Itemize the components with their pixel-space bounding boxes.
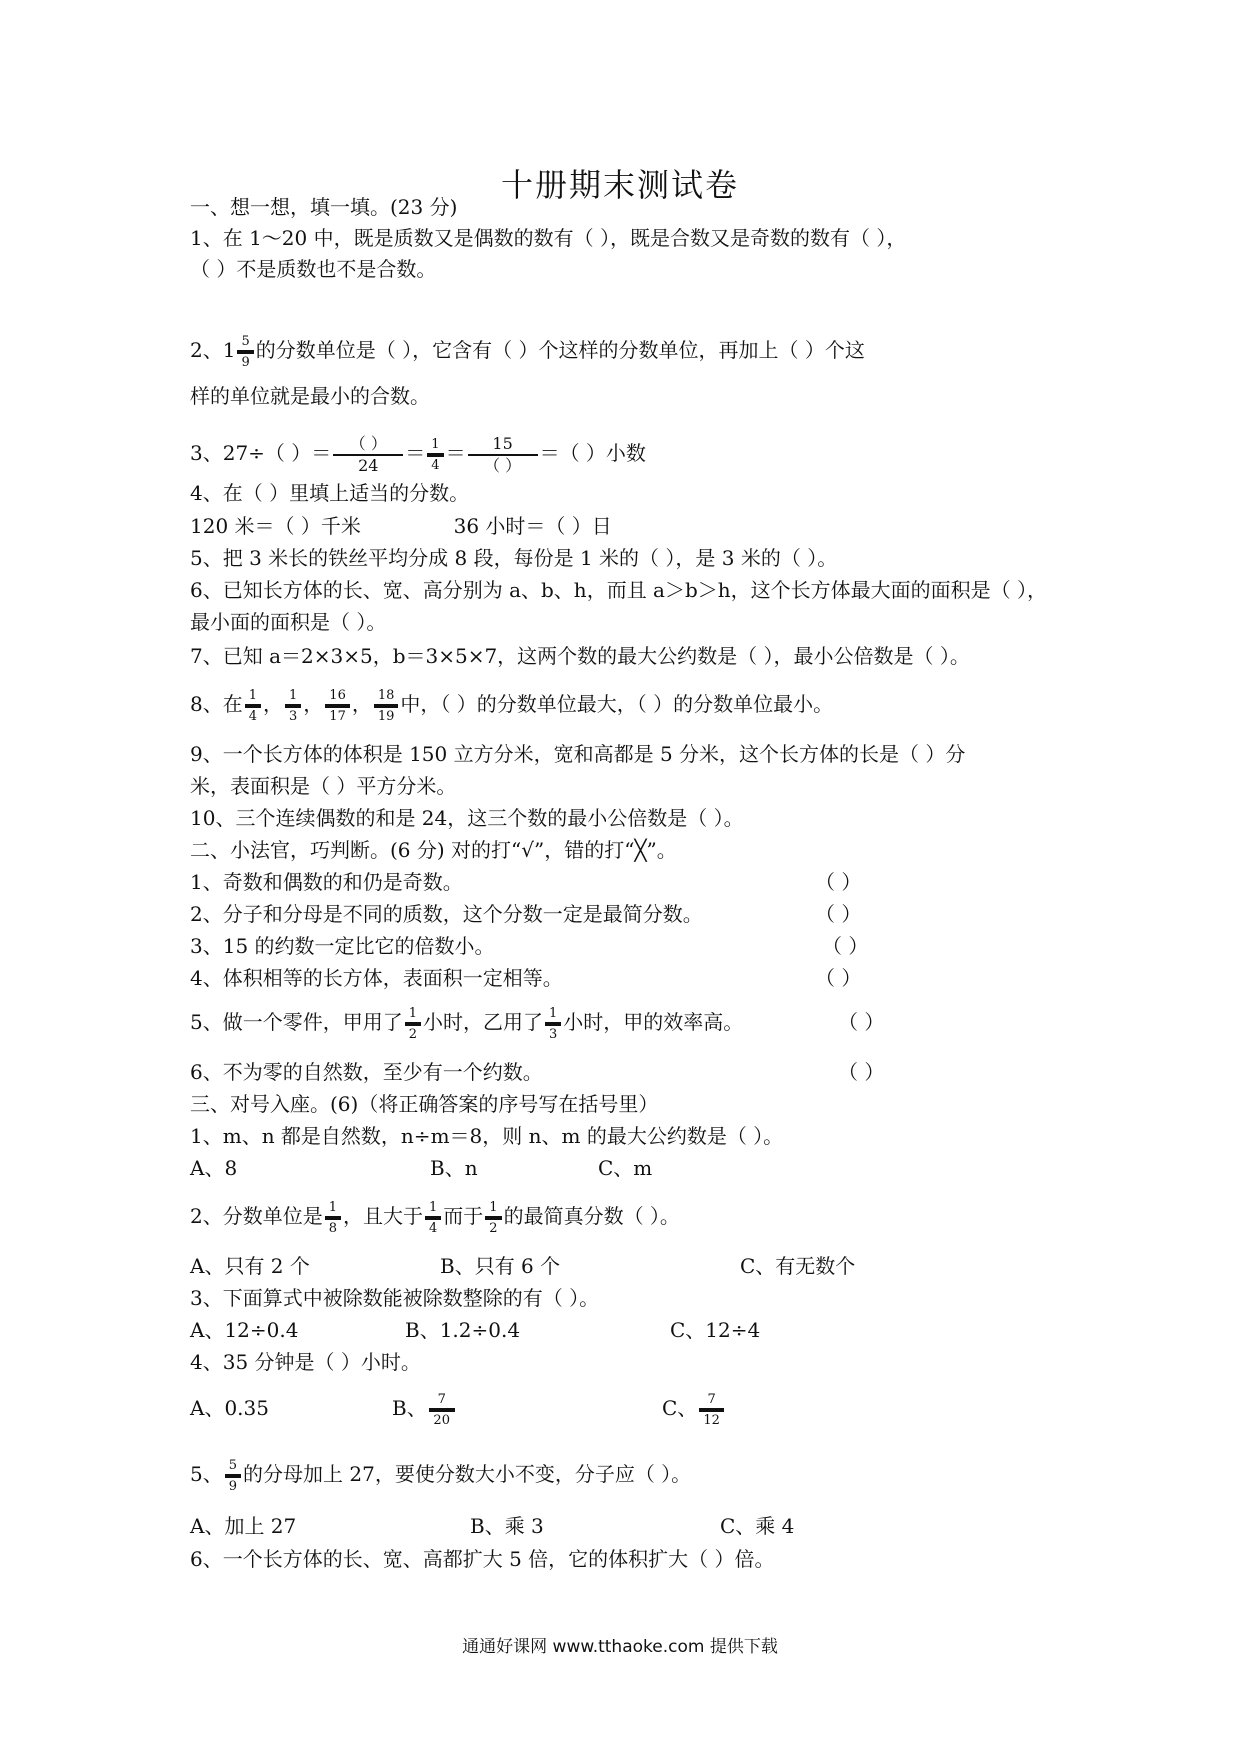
s2-item-2-answer-box[interactable]: （ ） (815, 902, 862, 926)
s1-q2-line2: 样的单位就是最小的合数。 (190, 384, 430, 408)
s3-q4-option-c-label: C、 (662, 1396, 698, 1420)
s1-q4-answers (190, 510, 1060, 542)
q8-fraction-1 (245, 689, 261, 723)
s2-item-5-answer-box[interactable]: （ ） (838, 1010, 885, 1034)
s2-q5-mid: 小时，乙用了 (423, 1010, 544, 1034)
fraction-bar (237, 350, 253, 354)
s3-q2 (190, 1190, 1060, 1242)
s3-q1: 1、m、n 都是自然数，n÷m＝8，则 n、m 的最大公约数是（ ）。 (190, 1124, 784, 1148)
s3-q2-f1-num: 1 (328, 1199, 338, 1215)
q4-part-b: 36 小时＝（ ）日 (453, 514, 612, 538)
s3-q4-option-a[interactable]: A、0.35 (190, 1396, 269, 1420)
page-title: 十册期末测试卷 (500, 166, 739, 204)
s3-q4-fc-den: 12 (703, 1412, 720, 1428)
section2-header: 二、小法官，巧判断。(6 分) 对的打“√”，错的打“╳”。 (190, 838, 677, 862)
q4-part-a: 120 米＝（ ）千米 (190, 514, 361, 538)
q2-prefix: 2、 (190, 338, 223, 362)
s2-item-2: 2、分子和分母是不同的质数，这个分数一定是最简分数。 (190, 902, 703, 926)
s3-q5-option-c[interactable]: C、乘 4 (720, 1514, 795, 1538)
s3-q3-option-a[interactable]: A、12÷0.4 (190, 1318, 299, 1342)
s2-q5-suffix: 小时，甲的效率高。 (563, 1010, 744, 1034)
s1-q9-line1: 9、一个长方体的体积是 150 立方分米，宽和高都是 5 分米，这个长方体的长是（ ）分 (190, 742, 966, 766)
q3-fraction-2 (427, 438, 443, 472)
s3-q4-option-c-fraction (699, 1393, 724, 1427)
q8-f4-num: 18 (377, 687, 395, 703)
s3-q5-option-a[interactable]: A、加上 27 (190, 1514, 297, 1538)
s2-item-4: 4、体积相等的长方体，表面积一定相等。 (190, 966, 563, 990)
s1-q6-line2: 最小面的面积是（ ）。 (190, 610, 387, 634)
s1-q4: 4、在（ ）里填上适当的分数。 (190, 481, 470, 505)
s3-q2-fraction-3 (485, 1201, 501, 1235)
s3-q2-f3-den: 2 (489, 1220, 498, 1236)
q3-suffix: ＝（ ）小数 (539, 441, 646, 465)
s2-item-6-answer-box[interactable]: （ ） (838, 1060, 885, 1084)
q8-fraction-2 (285, 689, 301, 723)
s3-q4-fc-num: 7 (707, 1391, 716, 1407)
s3-q2-option-a[interactable]: A、只有 2 个 (190, 1254, 310, 1278)
s3-q2-option-c[interactable]: C、有无数个 (740, 1254, 856, 1278)
s2-item-1: 1、奇数和偶数的和仍是奇数。 (190, 870, 463, 894)
q3-prefix: 3、27÷（ ）＝ (190, 441, 332, 465)
s1-q5: 5、把 3 米长的铁丝平均分成 8 段，每份是 1 米的（ ），是 3 米的（ ）。 (190, 546, 838, 570)
s3-q5 (190, 1446, 1060, 1502)
q8-suffix: 中，（ ）的分数单位最大，（ ）的分数单位最小。 (400, 692, 834, 716)
q3-f2-num: 1 (431, 436, 440, 452)
q3-fraction-1 (333, 433, 403, 475)
s3-q2-mid2: 而于 (443, 1204, 484, 1228)
q8-f1-num: 1 (248, 687, 258, 703)
fraction-bar (485, 1216, 501, 1220)
fraction-bar (325, 704, 350, 708)
s1-q6-line1: 6、已知长方体的长、宽、高分别为 a、b、h，而且 a＞b＞h，这个长方体最大面的面积是（ ）， (190, 578, 1048, 602)
s3-q4-fb-den: 20 (433, 1412, 450, 1428)
s3-q2-f2-num: 1 (429, 1199, 438, 1215)
s3-q2-f3-num: 1 (489, 1199, 498, 1215)
q8-fraction-4 (374, 689, 399, 723)
q3-fraction-3 (468, 433, 538, 475)
s3-q3-option-b[interactable]: B、1.2÷0.4 (405, 1318, 521, 1342)
fraction-bar (699, 1408, 724, 1412)
s3-q5-option-b[interactable]: B、乘 3 (470, 1514, 544, 1538)
s3-q6: 6、一个长方体的长、宽、高都扩大 5 倍，它的体积扩大（ ）倍。 (190, 1547, 775, 1571)
q3-f3-num: 15 (492, 433, 513, 453)
s3-q2-mid1: ，且大于 (343, 1204, 424, 1228)
s3-q5-suffix: 的分母加上 27，要使分数大小不变，分子应（ ）。 (243, 1462, 692, 1486)
s1-q7: 7、已知 a＝2×3×5，b＝3×5×7，这两个数的最大公约数是（ ），最小公倍数是（ ）。 (190, 644, 970, 668)
fraction-bar (225, 1474, 241, 1478)
s3-q4-option-b-label: B、 (392, 1396, 427, 1420)
s2-item-4-answer-box[interactable]: （ ） (815, 966, 862, 990)
fraction-bar (545, 1022, 561, 1026)
q2-frac-den: 9 (241, 354, 250, 370)
q2-fraction (237, 335, 253, 369)
s2-item-3-answer-box[interactable]: （ ） (822, 934, 869, 958)
q8-f2-num: 1 (289, 687, 298, 703)
s3-q5-fraction (225, 1459, 241, 1493)
q3-equals-2: ＝ (445, 441, 466, 465)
s3-q1-option-a[interactable]: A、8 (190, 1156, 238, 1180)
s1-q1-line2: （ ）不是质数也不是合数。 (190, 257, 437, 281)
s2-item-1-answer-box[interactable]: （ ） (815, 870, 862, 894)
fraction-bar (429, 1408, 455, 1412)
s1-q3-line (190, 425, 1060, 481)
s3-q5-prefix: 5、 (190, 1462, 223, 1486)
footer-credit: 通通好课网 www.tthaoke.com 提供下载 (462, 1637, 778, 1657)
s1-q10: 10、三个连续偶数的和是 24，这三个数的最小公倍数是（ ）。 (190, 806, 744, 830)
s2-q5-f2-den: 3 (549, 1026, 558, 1042)
fraction-bar (425, 1216, 441, 1220)
s3-q2-fraction-2 (425, 1201, 441, 1235)
fraction-bar (245, 704, 261, 708)
q3-f1-num: （ ） (349, 433, 387, 453)
q8-fraction-3 (325, 689, 350, 723)
s2-q5-f2-num: 1 (549, 1005, 558, 1021)
s2-q5-fraction-1 (405, 1007, 421, 1041)
q8-f1-den: 4 (248, 708, 258, 724)
s1-q1-line1: 1、在 1～20 中，既是质数又是偶数的数有（ ），既是合数又是奇数的数有（ ）， (190, 226, 907, 250)
s2-item-5 (190, 996, 830, 1048)
fraction-bar (405, 1022, 421, 1026)
fraction-bar (427, 453, 443, 457)
s2-q5-f1-num: 1 (408, 1005, 418, 1021)
s3-q5-f-num: 5 (228, 1457, 238, 1473)
q8-f3-den: 17 (329, 708, 346, 724)
section3-header: 三、对号入座。(6)（将正确答案的序号写在括号里） (190, 1092, 659, 1116)
q8-prefix: 8、在 (190, 692, 243, 716)
s2-q5-fraction-2 (545, 1007, 561, 1041)
fraction-bar (325, 1216, 341, 1220)
s3-q4-fb-num: 7 (437, 1391, 446, 1407)
q3-f1-den: 24 (358, 455, 379, 475)
s3-q3-option-c[interactable]: C、12÷4 (670, 1318, 761, 1342)
q8-f4-den: 19 (377, 708, 395, 724)
s3-q5-f-den: 9 (228, 1478, 238, 1494)
q3-f3-den: （ ） (484, 455, 522, 475)
s2-item-3: 3、15 的约数一定比它的倍数小。 (190, 934, 495, 958)
q3-equals: ＝ (405, 441, 426, 465)
fraction-bar (374, 704, 399, 708)
s2-q5-prefix: 5、做一个零件，甲用了 (190, 1010, 403, 1034)
s3-q2-prefix: 2、分数单位是 (190, 1204, 323, 1228)
s3-q2-suffix: 的最简真分数（ ）。 (503, 1204, 680, 1228)
q8-f2-den: 3 (289, 708, 298, 724)
s3-q4: 4、35 分钟是（ ）小时。 (190, 1350, 421, 1374)
s1-q2-line1 (190, 328, 1060, 372)
q2-rest: 的分数单位是（ ），它含有（ ）个这样的分数单位，再加上（ ）个这 (255, 338, 865, 362)
q2-mixed-whole: 1 (222, 338, 236, 362)
q2-frac-num: 5 (241, 333, 250, 349)
s3-q1-option-b[interactable]: B、n (430, 1156, 478, 1180)
s3-q4-option-b[interactable] (392, 1378, 457, 1438)
s2-q5-f1-den: 2 (408, 1026, 418, 1042)
s1-q9-line2: 米，表面积是（ ）平方分米。 (190, 774, 457, 798)
s3-q3: 3、下面算式中被除数能被除数整除的有（ ）。 (190, 1286, 600, 1310)
s3-q2-f1-den: 8 (328, 1220, 338, 1236)
s3-q2-fraction-1 (325, 1201, 341, 1235)
s3-q4-option-b-fraction (429, 1393, 455, 1427)
s3-q2-option-b[interactable]: B、只有 6 个 (440, 1254, 561, 1278)
s1-q8: 8、在 $\frac{1}{4}$ ， $\frac{1}{3}$ ， $\frac{16}{17}$ ， $\frac{18}{19}$ 中，（ ）的分数单位最大，（ ）的分数单位最小。 (190, 687, 834, 724)
section1-header: 一、想一想，填一填。(23 分) (190, 195, 458, 219)
fraction-bar (285, 704, 301, 708)
s3-q1-option-c[interactable]: C、m (598, 1156, 653, 1180)
q3-f2-den: 4 (431, 457, 440, 473)
s3-q4-option-c[interactable] (662, 1378, 726, 1438)
s3-q2-f2-den: 4 (429, 1220, 438, 1236)
s2-item-6: 6、不为零的自然数，至少有一个约数。 (190, 1060, 543, 1084)
q8-f3-num: 16 (329, 687, 346, 703)
